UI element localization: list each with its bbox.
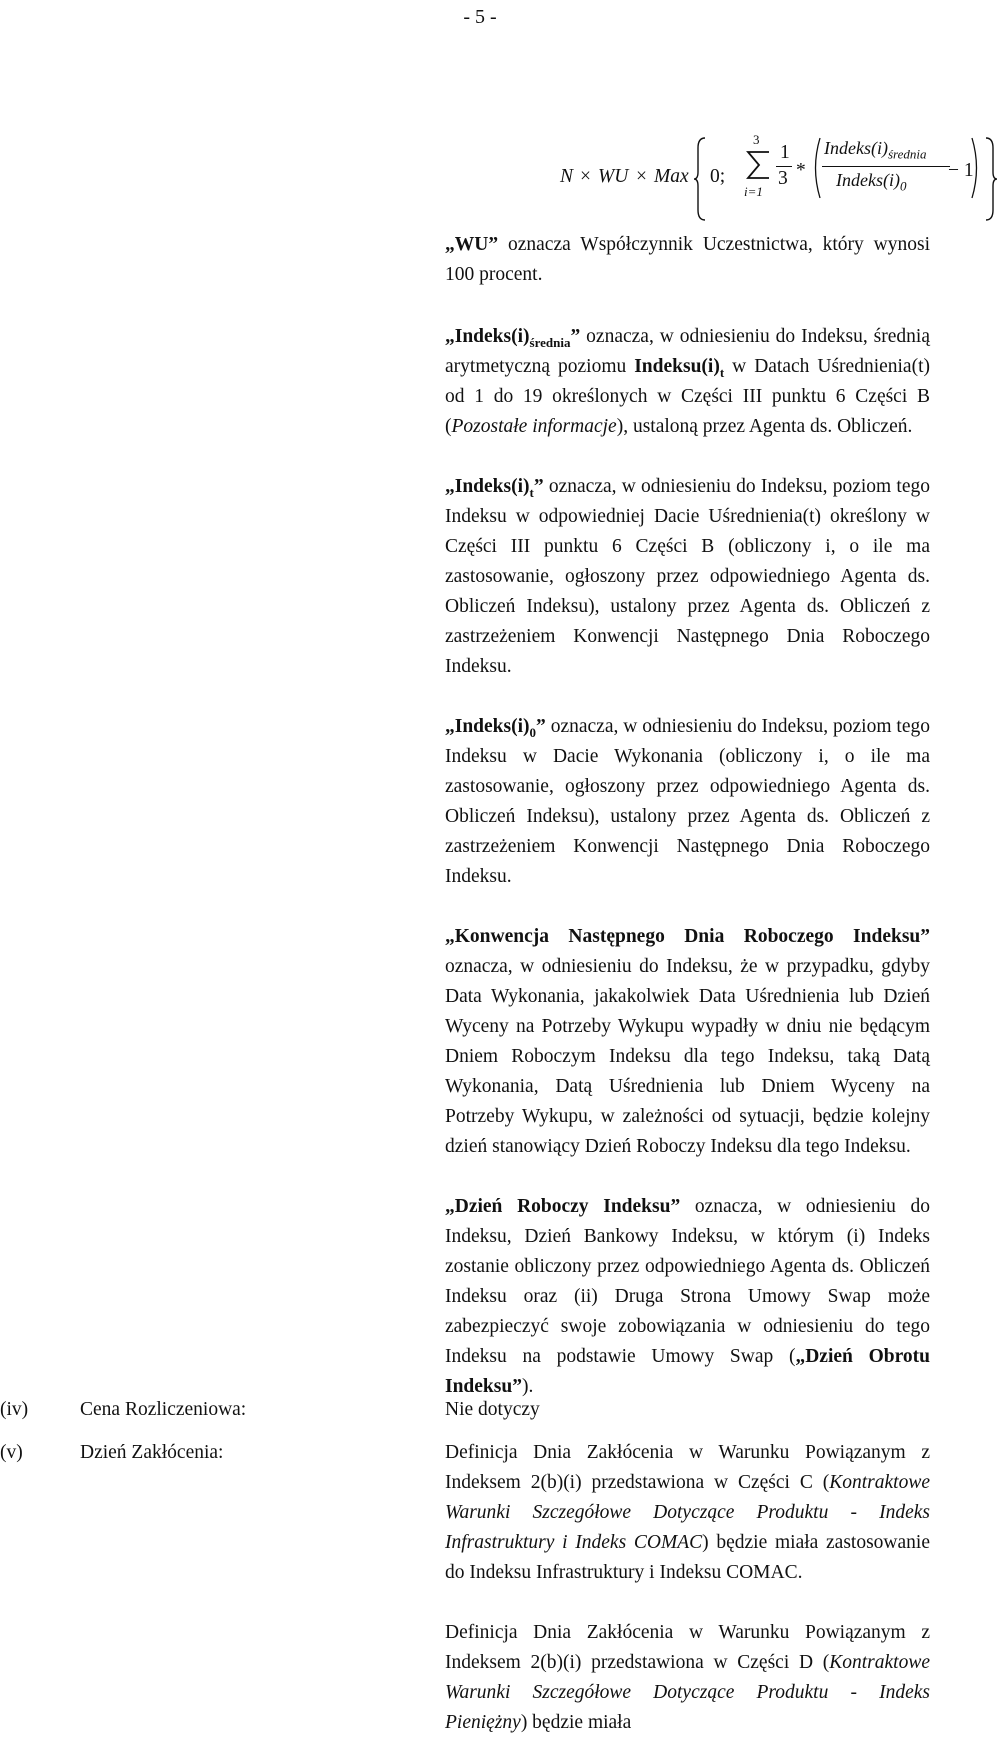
term-indeks-0-main: „Indeks(i) [445,716,530,737]
term-indeksu-t-sub: t [719,364,725,380]
term-indeks-0-close: ” [536,716,546,737]
formula-left-paren [810,136,822,200]
term-dzien-roboczy: „Dzień Roboczy Indeksu” [445,1196,681,1217]
definition-indeks-srednia [445,322,930,442]
formula-left-brace [693,136,707,222]
term-indeks-srednia [445,326,581,350]
definition-dzien-roboczy [445,1192,930,1402]
term-indeksu-t [634,356,725,380]
formula-sum-bottom: i=1 [744,184,763,199]
term-indeks-t-close: ” [533,476,544,497]
definition-srednia-text-2: w Datach Uśrednienia(t) od 1 do 19 określonych w Części III punktu 6 Części B ( [445,356,930,437]
term-wu: „WU” [445,234,499,255]
formula-star: * [796,160,806,181]
item-iv-number: (iv) [0,1399,29,1420]
formula-frac-num: 1 [780,142,790,163]
definition-dzien-roboczy-text-2: ). [521,1376,534,1397]
formula-frac-den: 3 [778,168,788,189]
term-indeks-srednia-close: ” [570,326,581,347]
item-v-paragraph-2 [445,1618,930,1738]
formula-zero: 0; [710,166,726,187]
definition-wu-text: oznacza Współczynnik Uczestnictwa, który wynosi 100 procent. [445,234,930,285]
formula-n: N [560,166,574,187]
formula-idx-den [836,168,906,192]
definition-konwencja-text: oznacza, w odniesieniu do Indeksu, że w przypadku, gdyby Data Wykonania, jakakolwiek Data Uśrednienia lub Dzień Wyceny na Potrzeby Wykupu wypadły w dniu nie będącym Dniem Roboczym Indeksu dla tego Indeksu, taką Datą Wykonania, Datą Uśrednienia lub Dniem Wyceny na Potrzeby Wykupu, w zależności od sytuacji, będzie kolejny dzień stanowiący Dzień Roboczy Indeksu dla tego Indeksu. [445,956,930,1157]
term-indeks-0-sub: 0 [529,724,537,740]
item-v-label: Dzień Zakłócenia: [80,1442,224,1463]
term-indeks-0 [445,716,546,740]
formula-sum-top: 3 [753,132,760,147]
item-v-p1-text-b: ) będzie miała zastosowanie do Indeksu Infrastruktury i Indeksu COMAC. [445,1532,930,1583]
item-v-paragraph-1 [445,1438,930,1588]
formula-times-2: × [636,166,647,187]
formula-minus-one: − 1 [948,160,974,181]
definition-indeks-0-text: oznacza, w odniesieniu do Indeksu, poziom tego Indeksu w Dacie Wykonania (obliczony i, o ile ma zastosowanie, ogłoszony przez odpowiedniego Agenta ds. Obliczeń Indeksu), ustalony przez Agenta ds. Obliczeń z zastrzeżeniem Konwencji Następnego Dnia Roboczego Indeksu. [445,716,930,887]
term-indeks-srednia-sub: średnia [529,334,571,350]
definition-indeks-t-text: oznacza, w odniesieniu do Indeksu, poziom tego Indeksu w odpowiedniej Dacie Uśrednienia(t) określony w Części III punktu 6 Części B (obliczony i, o ile ma zastosowanie, ogłoszony przez odpowiedniego Agenta ds. Obliczeń Indeksu), ustalony przez Agenta ds. Obliczeń z zastrzeżeniem Konwencji Następnego Dnia Roboczego Indeksu. [445,476,930,677]
item-v-p2-italic: Kontraktowe Warunki Szczegółowe Dotyczące Produktu - Indeks Pieniężny [445,1652,930,1733]
definition-srednia-text-3: ), ustaloną przez Agenta ds. Obliczeń. [616,416,913,437]
term-indeks-srednia-main: „Indeks(i) [445,326,530,347]
definitions-column [445,230,930,1402]
definition-wu [445,230,930,290]
item-iv-value: Nie dotyczy [445,1399,540,1420]
item-v-p1-italic: Kontraktowe Warunki Szczegółowe Dotyczące Produktu - Indeks Infrastruktury i Indeks COMAC [445,1472,930,1553]
formula-idx-num-sub: średnia [887,146,927,162]
formula-idx-num [824,136,927,160]
term-dzien-obrotu: „Dzień Obrotu Indeksu” [445,1346,930,1397]
formula-times-1: × [580,166,591,187]
term-indeks-t-main: „Indeks(i) [445,476,530,497]
definition-srednia-text-1: oznacza, w odniesieniu do Indeksu, średnią arytmetyczną poziomu [445,326,930,377]
item-v-p2-text-b: ) będzie miała [520,1712,632,1733]
formula-idx-frac-line [822,166,950,167]
formula-idx-den-sub: 0 [899,178,907,194]
term-indeks-t [445,476,544,500]
item-v-p1-text-a: Definicja Dnia Zakłócenia w Warunku Powiązanym z Indeksem 2(b)(i) przedstawiona w Części C ( [445,1442,930,1493]
formula-idx-den-main: Indeks(i) [836,170,900,190]
item-iv-label: Cena Rozliczeniowa: [80,1399,247,1420]
formula-right-paren [970,136,982,200]
item-v-p2-text-a: Definicja Dnia Zakłócenia w Warunku Powiązanym z Indeksem 2(b)(i) przedstawiona w Części D ( [445,1622,930,1673]
formula-idx-num-main: Indeks(i) [824,138,888,158]
formula-frac-line [776,166,792,167]
definition-indeks-t [445,472,930,682]
formula-wu: WU [598,166,629,187]
term-indeksu-t-main: Indeksu(i) [634,356,720,377]
formula-right-brace [984,136,998,222]
definition-srednia-italic: Pozostałe informacje [451,416,617,437]
definition-indeks-0 [445,712,930,892]
formula [560,128,974,228]
term-konwencja: „Konwencja Następnego Dnia Roboczego Indeksu” [445,926,930,947]
definition-dzien-roboczy-text-1: oznacza, w odniesieniu do Indeksu, Dzień Bankowy Indeksu, w którym (i) Indeks zostanie obliczony przez odpowiedniego Agenta ds. Obliczeń Indeksu oraz (ii) Druga Strona Umowy Swap może zabezpieczyć swoje zobowiązania w odniesieniu do tego Indeksu na podstawie Umowy Swap ( [445,1196,931,1367]
formula-max: Max [654,166,689,187]
item-v-number: (v) [0,1442,23,1463]
term-indeks-t-sub: t [529,484,534,500]
item-v-value [445,1438,930,1738]
page-number: - 5 - [463,6,497,28]
definition-konwencja [445,922,930,1162]
sigma-icon [745,148,771,182]
